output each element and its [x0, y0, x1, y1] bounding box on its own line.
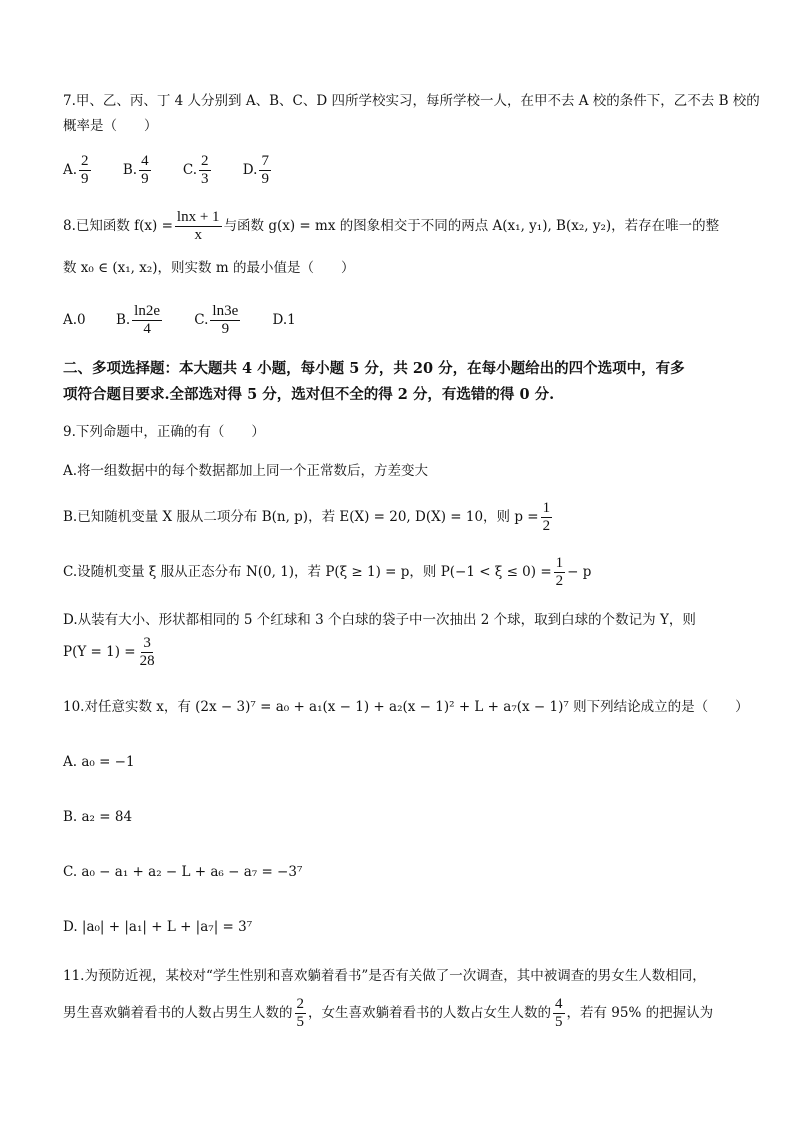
- q8-option-d: D.1: [272, 312, 296, 328]
- q7-option-c: C. $\frac{2}{3}$: [182, 153, 209, 187]
- q9-option-b: B.已知随机变量 X 服从二项分布 B(n, p)，若 E(X) = 20, D(X) = 10，则 p = $\frac{1}{2}$: [63, 500, 551, 534]
- section2-heading-line2: 项符合题目要求.全部选对得 5 分，选对但不全的得 2 分，有选错的得 0 分.: [63, 386, 555, 403]
- q8-f-fraction: $\frac{\ln x + 1}{x}$: [176, 209, 220, 243]
- q8-option-c: C. $\frac{\ln 3e}{9}$: [194, 303, 239, 337]
- q10-option-d: D. |a₀| + |a₁| + L + |a₇| = 3⁷: [63, 919, 253, 935]
- q8-options: [63, 300, 322, 340]
- q7-stem-line1: 7.甲、乙、丙、丁 4 人分别到 A、B、C、D 四所学校实习，每所学校一人，在甲不去 A 校的条件下，乙不去 B 校的: [63, 93, 760, 109]
- q7-option-a: A. $\frac{2}{9}$: [63, 153, 89, 187]
- q9-option-d-line1: D.从装有大小、形状都相同的 5 个红球和 3 个白球的袋子中一次抽出 2 个球，取到白球的个数记为 Y，则: [63, 612, 696, 628]
- q7-options: [63, 150, 299, 190]
- q11-line1: 11.为预防近视，某校对“学生性别和喜欢躺着看书”是否有关做了一次调查，其中被调查的男女生人数相同，: [63, 968, 706, 984]
- q9-option-a: A.将一组数据中的每个数据都加上同一个正常数后，方差变大: [63, 463, 429, 479]
- q9-stem: 9.下列命题中，正确的有（ ）: [63, 424, 265, 440]
- q10-option-c: C. a₀ − a₁ + a₂ − L + a₆ − a₇ = −3⁷: [63, 864, 303, 880]
- q10-option-b: B. a₂ = 84: [63, 809, 133, 825]
- section2-heading-line1: 二、多项选择题：本大题共 4 小题，每小题 5 分，共 20 分，在每小题给出的四个选项中，有多: [63, 360, 685, 377]
- q10-option-a: A. a₀ = −1: [63, 754, 135, 770]
- q10-stem: 10.对任意实数 x，有 (2x − 3)⁷ = a₀ + a₁(x − 1) + a₂(x − 1)² + L + a₇(x − 1)⁷ 则下列结论成立的是（ ）: [63, 699, 749, 715]
- q9-option-c: C.设随机变量 ξ 服从正态分布 N(0, 1)，若 P(ξ ≥ 1) = p，则 P(−1 < ξ ≤ 0) = $\frac{1}{2}$ − p: [63, 555, 592, 589]
- q7-option-b: B. $\frac{4}{9}$: [122, 153, 149, 187]
- q8-stem-line1: 8.已知函数 f(x) = $\frac{\ln x + 1}{x}$ 与函数 g(x) = mx 的图象相交于不同的两点 A(x₁, y₁), B(x₂, y₂)，若存在唯一的整: [63, 209, 720, 243]
- q8-option-b: B. $\frac{\ln 2e}{4}$: [115, 303, 160, 337]
- q7-stem-line2: 概率是（ ）: [63, 118, 158, 134]
- q7-option-d: D. $\frac{7}{9}$: [242, 153, 269, 187]
- q8-stem-line2: 数 x₀ ∈ (x₁, x₂)，则实数 m 的最小值是（ ）: [63, 260, 355, 276]
- q9-option-d-line2: P(Y = 1) = $\frac{3}{28}$: [63, 635, 155, 669]
- q11-line2: 男生喜欢躺着看书的人数占男生人数的 $\frac{2}{5}$ ，女生喜欢躺着看书的人数占女生人数的 $\frac{4}{5}$ ，若有 95% 的把握认为: [63, 996, 714, 1030]
- q8-option-a: A.0: [63, 312, 86, 328]
